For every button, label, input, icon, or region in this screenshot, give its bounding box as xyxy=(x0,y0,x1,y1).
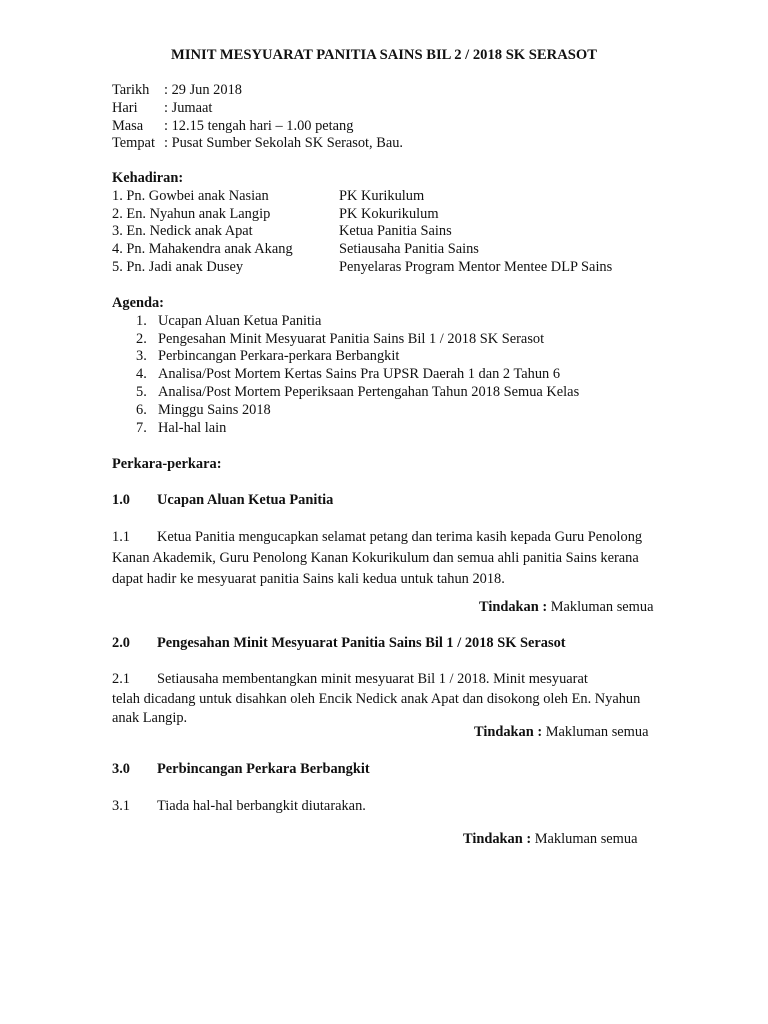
attendance-num: 1. xyxy=(112,187,123,204)
tindakan-label: Tindakan : xyxy=(463,831,532,847)
attendance-num: 5. xyxy=(112,258,123,275)
tindakan-value: Makluman semua xyxy=(545,724,649,740)
section-paragraph xyxy=(112,796,672,817)
paragraph-line: telah dicadang untuk disahkan oleh Encik Nedick anak Apat dan disokong oleh En. Nyahun xyxy=(112,691,641,707)
attendance-section xyxy=(112,170,672,277)
attendance-name: Pn. Jadi anak Dusey xyxy=(126,258,244,275)
attendance-name: Pn. Gowbei anak Nasian xyxy=(126,187,269,204)
agenda-text: Analisa/Post Mortem Kertas Sains Pra UPSR Daerah 1 dan 2 Tahun 6 xyxy=(158,366,561,383)
agenda-num: 4. xyxy=(136,366,147,383)
document-title: MINIT MESYUARAT PANITIA SAINS BIL 2 / 2018 SK SERASOT xyxy=(171,47,597,63)
paragraph-line xyxy=(112,796,672,817)
meta-row-hari xyxy=(112,100,403,118)
agenda-num: 3. xyxy=(136,348,147,365)
paragraph-line xyxy=(112,527,672,548)
tindakan-label: Tindakan : xyxy=(479,599,548,615)
meta-label: Hari xyxy=(112,99,138,116)
agenda-item xyxy=(112,313,672,331)
attendance-row xyxy=(112,259,672,277)
attendance-role: PK Kokurikulum xyxy=(339,205,439,222)
attendance-role: Ketua Panitia Sains xyxy=(339,223,452,240)
paragraph-number: 1.1 xyxy=(112,529,130,545)
section-paragraph xyxy=(112,669,672,728)
tindakan-line xyxy=(463,831,637,849)
tindakan-line xyxy=(474,724,648,742)
meta-block xyxy=(112,82,403,153)
attendance-num: 3. xyxy=(112,223,123,240)
paragraph-line xyxy=(112,669,672,690)
attendance-name: Pn. Mahakendra anak Akang xyxy=(126,241,293,258)
paragraph-text: Ketua Panitia mengucapkan selamat petang dan terima kasih kepada Guru Penolong xyxy=(157,529,643,545)
section-heading xyxy=(112,635,566,653)
paragraph-line: anak Langip. xyxy=(112,710,188,726)
agenda-text: Pengesahan Minit Mesyuarat Panitia Sains Bil 1 / 2018 SK Serasot xyxy=(158,330,545,347)
meta-value: : 12.15 tengah hari – 1.00 petang xyxy=(164,117,354,134)
agenda-num: 7. xyxy=(136,419,147,436)
attendance-name: En. Nyahun anak Langip xyxy=(126,205,271,222)
tindakan-value: Makluman semua xyxy=(550,599,654,615)
meta-row-masa xyxy=(112,118,403,136)
agenda-text: Perbincangan Perkara-perkara Berbangkit xyxy=(158,348,400,365)
attendance-heading: Kehadiran: xyxy=(112,170,184,186)
meta-label: Tempat xyxy=(112,135,155,152)
attendance-row xyxy=(112,206,672,224)
meta-value: : Pusat Sumber Sekolah SK Serasot, Bau. xyxy=(164,135,404,152)
paragraph-number: 3.1 xyxy=(112,798,130,814)
agenda-section xyxy=(112,295,672,437)
attendance-num: 2. xyxy=(112,205,123,222)
meta-row-tarikh xyxy=(112,82,403,100)
meta-label: Tarikh xyxy=(112,82,150,98)
section-number: 1.0 xyxy=(112,492,130,508)
section-heading xyxy=(112,492,333,510)
attendance-row xyxy=(112,188,672,206)
tindakan-line xyxy=(479,599,653,617)
tindakan-label: Tindakan : xyxy=(474,724,543,740)
meta-row-tempat xyxy=(112,135,403,153)
section-title: Perbincangan Perkara Berbangkit xyxy=(157,761,370,777)
agenda-heading: Agenda: xyxy=(112,295,164,311)
section-title: Ucapan Aluan Ketua Panitia xyxy=(157,492,334,508)
agenda-item xyxy=(112,420,672,438)
agenda-text: Minggu Sains 2018 xyxy=(158,401,271,418)
attendance-role: PK Kurikulum xyxy=(339,187,425,204)
paragraph-line: dapat hadir ke mesyuarat panitia Sains kali kedua untuk tahun 2018. xyxy=(112,571,505,587)
section-number: 3.0 xyxy=(112,761,130,777)
paragraph-text: Setiausaha membentangkan minit mesyuarat Bil 1 / 2018. Minit mesyuarat xyxy=(157,671,588,687)
section-heading xyxy=(112,761,370,779)
agenda-item xyxy=(112,384,672,402)
agenda-text: Analisa/Post Mortem Peperiksaan Pertengahan Tahun 2018 Semua Kelas xyxy=(158,383,580,400)
agenda-item xyxy=(112,331,672,349)
attendance-role: Penyelaras Program Mentor Mentee DLP Sains xyxy=(339,258,613,275)
agenda-item xyxy=(112,402,672,420)
perkara-heading: Perkara-perkara: xyxy=(112,456,222,472)
agenda-item xyxy=(112,366,672,384)
agenda-num: 5. xyxy=(136,383,147,400)
agenda-num: 1. xyxy=(136,312,147,329)
attendance-num: 4. xyxy=(112,241,123,258)
section-paragraph xyxy=(112,527,672,590)
paragraph-text: Tiada hal-hal berbangkit diutarakan. xyxy=(157,798,366,814)
meta-value: : Jumaat xyxy=(164,99,213,116)
agenda-num: 2. xyxy=(136,330,147,347)
attendance-name: En. Nedick anak Apat xyxy=(126,223,253,240)
section-number: 2.0 xyxy=(112,635,130,651)
paragraph-line: Kanan Akademik, Guru Penolong Kanan Kokurikulum dan semua ahli panitia Sains kerana xyxy=(112,550,639,566)
agenda-num: 6. xyxy=(136,401,147,418)
paragraph-number: 2.1 xyxy=(112,671,130,687)
agenda-text: Hal-hal lain xyxy=(158,419,227,436)
attendance-row xyxy=(112,241,672,259)
attendance-row xyxy=(112,223,672,241)
tindakan-value: Makluman semua xyxy=(534,831,638,847)
section-title: Pengesahan Minit Mesyuarat Panitia Sains Bil 1 / 2018 SK Serasot xyxy=(157,635,566,651)
agenda-item xyxy=(112,348,672,366)
meta-value: : 29 Jun 2018 xyxy=(164,82,242,98)
attendance-role: Setiausaha Panitia Sains xyxy=(339,241,479,258)
meta-label: Masa xyxy=(112,117,144,134)
agenda-text: Ucapan Aluan Ketua Panitia xyxy=(158,312,322,329)
